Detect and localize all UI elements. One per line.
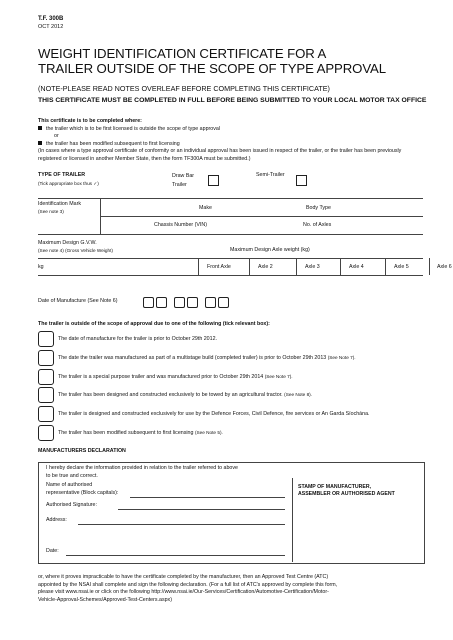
trailer-type-hint: (Tick appropriate box thus ✓) xyxy=(38,181,99,186)
date-digit-box[interactable] xyxy=(218,297,229,308)
declaration-heading: MANUFACTURERS DECLARATION xyxy=(38,448,126,454)
axle-label-6: Axle 6 xyxy=(437,264,452,270)
date-line xyxy=(66,555,285,556)
date-digit-box[interactable] xyxy=(143,297,154,308)
scope-note: (See Note 7). xyxy=(327,355,356,360)
representative-name-line xyxy=(130,497,285,498)
semi-trailer-checkbox[interactable] xyxy=(296,175,307,186)
page-title xyxy=(38,46,418,76)
declaration-lead: I hereby declare the information provided in relation to the trailer referred to above to be true and correct. xyxy=(46,465,238,479)
scope-note: (See Note 8). xyxy=(284,392,313,397)
scope-checkbox-6[interactable] xyxy=(38,425,54,441)
form-date: OCT 2012 xyxy=(38,24,64,30)
stamp-box-label: STAMP OF MANUFACTURER, ASSEMBLER OR AUTHORISED AGENT xyxy=(298,484,395,497)
scope-note: (See Note 7). xyxy=(264,374,293,379)
axle-label-4: Axle 4 xyxy=(349,264,364,270)
axle-label-3: Axle 3 xyxy=(305,264,320,270)
intro-section xyxy=(38,118,423,164)
identification-mark-label: Identification Mark xyxy=(38,201,81,207)
representative-name-label: Name of authorised representative (Block capitals): xyxy=(46,482,119,496)
address-label: Address: xyxy=(46,517,67,523)
intro-lead: This certificate is to be completed where: xyxy=(38,118,142,124)
manufacture-date-label: Date of Manufacture (See Note 6) xyxy=(38,298,118,304)
intro-bullet-1: the trailer which is to be first licensed is outside the scope of type approval xyxy=(38,126,423,134)
title-line-1: WEIGHT IDENTIFICATION CERTIFICATE FOR A xyxy=(38,46,327,61)
scope-option-3: The trailer is a special purpose trailer and was manufactured prior to October 29th 2014 (See Note 7). xyxy=(58,374,293,380)
bullet-icon xyxy=(38,141,42,145)
date-digit-box[interactable] xyxy=(174,297,185,308)
gvw-label: Maximum Design G.V.W. xyxy=(38,240,97,246)
scope-checkbox-3[interactable] xyxy=(38,369,54,385)
signature-line xyxy=(118,509,285,510)
scope-checkbox-5[interactable] xyxy=(38,406,54,422)
intro-or: or xyxy=(54,133,59,140)
axle-label-1: Front Axle xyxy=(207,264,231,270)
nsai-link[interactable]: please visit www.nsai.ie or click on the following http://www.nsai.ie/Our-Services/Certification/Automotive-Certification/Motor- xyxy=(38,589,329,596)
axle-label-5: Axle 5 xyxy=(394,264,409,270)
scope-option-6: The trailer has been modified subsequent to first licensing (See Note 5). xyxy=(58,430,223,436)
scope-option-1: The date of manufacture for the trailer is prior to October 29th 2012. xyxy=(58,336,217,342)
date-digit-box[interactable] xyxy=(187,297,198,308)
intro-bullet-2: the trailer has been modified subsequent to first licensing xyxy=(38,141,423,149)
draw-bar-checkbox[interactable] xyxy=(208,175,219,186)
bullet-icon xyxy=(38,126,42,130)
scope-heading: The trailer is outside of the scope of approval due to one of the following (tick relevant box): xyxy=(38,321,270,327)
make-label: Make xyxy=(199,205,212,211)
date-label: Date: xyxy=(46,548,59,554)
scope-option-4: The trailer has been designed and constructed exclusively to be towed by an agricultural tractor. (See Note 8). xyxy=(58,392,313,398)
submission-instruction: THIS CERTIFICATE MUST BE COMPLETED IN FULL BEFORE BEING SUBMITTED TO YOUR LOCAL MOTOR TAX OFFICE xyxy=(38,97,427,104)
draw-bar-label: Draw Bar Trailer xyxy=(172,173,195,188)
scope-checkbox-4[interactable] xyxy=(38,387,54,403)
scope-option-5: The trailer is designed and constructed exclusively for use by the Defence Forces, Civil Defence, fire services or An Garda Síochána. xyxy=(58,411,370,417)
axle-weight-header: Maximum Design Axle weight (kg) xyxy=(230,247,310,253)
date-digit-box[interactable] xyxy=(156,297,167,308)
scope-checkbox-1[interactable] xyxy=(38,331,54,347)
signature-label: Authorised Signature: xyxy=(46,502,97,508)
identification-mark-note: (See note 3) xyxy=(38,209,64,214)
intro-paragraph: (In cases where a type approval certificate of conformity or an individual approval has been issued in respect of the trailer, or the trailer has been previously registered or licensed in another Member State, then the form TF300A must be submitted.) xyxy=(38,148,402,162)
address-line xyxy=(78,524,285,525)
chassis-number-label: Chassis Number (VIN) xyxy=(154,222,207,228)
atc-footer: or, where it proves impracticable to have the certificate completed by the manufacturer, then an Approved Test Centre (ATC) appointed by the NSAI shall complete and sign the following declaration. (For a full list of ATC's approved by complete this form, please visit www.nsai.ie or click on the following http://www.nsai.ie/Our-Services/Certification/Automotive-Certification/Motor- Vehicle-Approval-Schemes/Approved-Test-Centers.aspx) xyxy=(38,574,428,604)
title-line-2: TRAILER OUTSIDE OF THE SCOPE OF TYPE APPROVAL xyxy=(38,61,386,76)
semi-trailer-label: Semi-Trailer xyxy=(256,172,285,178)
axle-label-2: Axle 2 xyxy=(258,264,273,270)
body-type-label: Body Type xyxy=(306,205,331,211)
gvw-note: (See note 4) (Gross Vehicle Weight) xyxy=(38,248,113,253)
scope-note: (See Note 5). xyxy=(194,430,223,435)
overleaf-note: (NOTE-PLEASE READ NOTES OVERLEAF BEFORE COMPLETING THIS CERTIFICATE) xyxy=(38,84,330,93)
date-digit-box[interactable] xyxy=(205,297,216,308)
scope-option-2: The date the trailer was manufactured as part of a multistage build (completed trailer) is prior to October 29th 2013 (See Note 7). xyxy=(58,355,356,361)
scope-checkbox-2[interactable] xyxy=(38,350,54,366)
form-code: T.F. 300B xyxy=(38,16,64,22)
trailer-type-label: TYPE OF TRAILER xyxy=(38,172,86,178)
kg-unit: kg xyxy=(38,264,44,270)
axles-count-label: No. of Axles xyxy=(303,222,332,228)
